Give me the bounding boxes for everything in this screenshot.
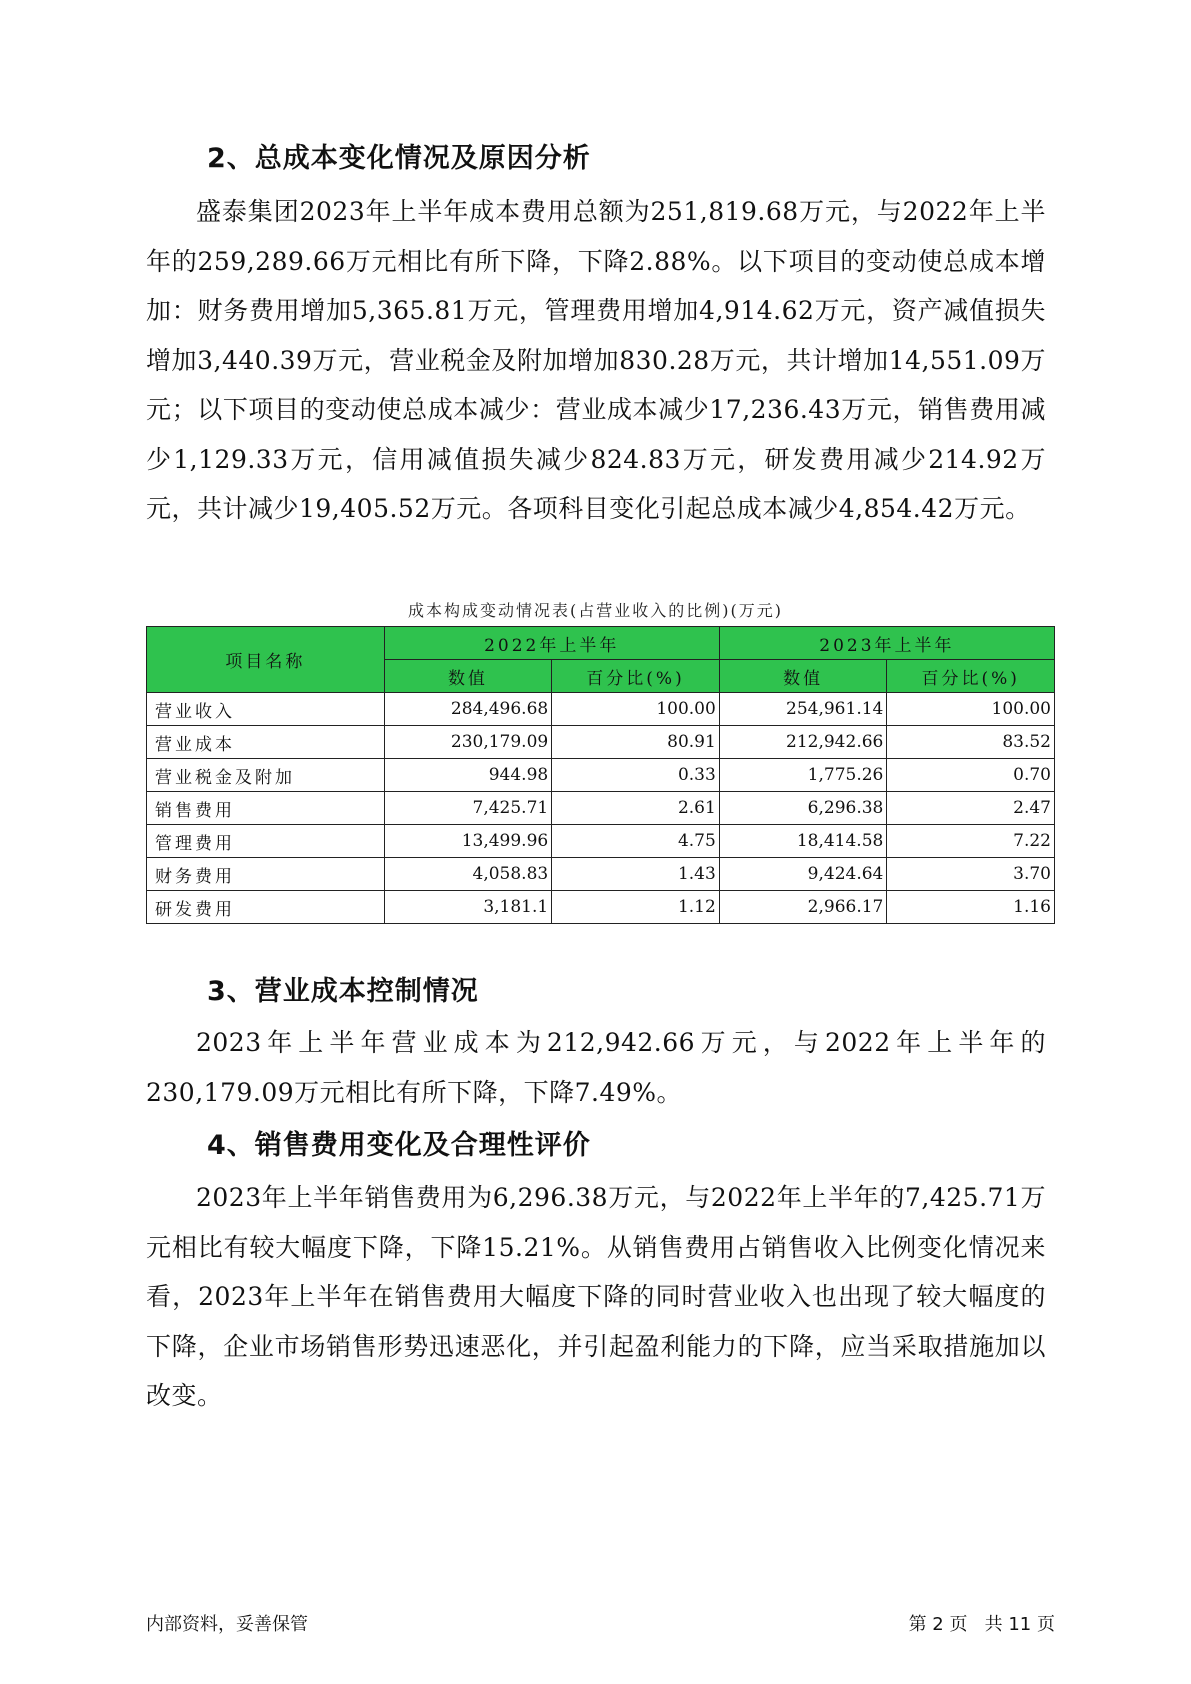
cell-percent-2022: 0.33 — [552, 759, 720, 792]
cell-percent-2022: 1.12 — [552, 891, 720, 924]
cell-percent-2023: 100.00 — [887, 693, 1055, 726]
cell-percent-2023: 7.22 — [887, 825, 1055, 858]
row-label: 管理费用 — [147, 825, 385, 858]
table-caption: 成本构成变动情况表(占营业收入的比例)(万元) — [408, 601, 783, 620]
header-percent-2022: 百分比(%) — [552, 660, 720, 693]
header-item-name: 项目名称 — [147, 627, 385, 693]
cell-value-2023: 254,961.14 — [719, 693, 887, 726]
cell-value-2022: 4,058.83 — [384, 858, 552, 891]
row-label: 营业成本 — [147, 726, 385, 759]
row-label: 研发费用 — [147, 891, 385, 924]
cell-percent-2022: 1.43 — [552, 858, 720, 891]
footer-page-number: 第 2 页 共 11 页 — [908, 1614, 1055, 1635]
section-heading-operating-cost: 3、营业成本控制情况 — [207, 976, 479, 1007]
table-row — [147, 759, 1055, 792]
cell-value-2023: 212,942.66 — [719, 726, 887, 759]
cell-percent-2023: 0.70 — [887, 759, 1055, 792]
cell-value-2023: 2,966.17 — [719, 891, 887, 924]
cell-value-2022: 3,181.1 — [384, 891, 552, 924]
cell-percent-2022: 4.75 — [552, 825, 720, 858]
cell-value-2022: 284,496.68 — [384, 693, 552, 726]
cell-value-2023: 18,414.58 — [719, 825, 887, 858]
cell-percent-2023: 2.47 — [887, 792, 1055, 825]
footer-confidential: 内部资料，妥善保管 — [146, 1614, 308, 1635]
header-percent-2023: 百分比(%) — [887, 660, 1055, 693]
section-heading-total-cost: 2、总成本变化情况及原因分析 — [207, 143, 591, 174]
cost-structure-table — [146, 626, 1055, 924]
cell-percent-2023: 83.52 — [887, 726, 1055, 759]
row-label: 营业税金及附加 — [147, 759, 385, 792]
table-row — [147, 858, 1055, 891]
cell-value-2022: 7,425.71 — [384, 792, 552, 825]
header-value-2023: 数值 — [719, 660, 887, 693]
header-period-2023: 2023年上半年 — [719, 627, 1054, 660]
paragraph-operating-cost: 2023年上半年营业成本为212,942.66万元，与2022年上半年的230,179.09万元相比有所下降，下降7.49%。 — [146, 1028, 1046, 1107]
paragraph-sales-expense: 2023年上半年销售费用为6,296.38万元，与2022年上半年的7,425.71万元相比有较大幅度下降，下降15.21%。从销售费用占销售收入比例变化情况来看，2023年上半年在销售费用大幅度下降的同时营业收入也出现了较大幅度的下降，企业市场销售形势迅速恶化，并引起盈利能力的下降，应当采取措施加以改变。 — [146, 1183, 1046, 1410]
cell-value-2023: 6,296.38 — [719, 792, 887, 825]
table-row — [147, 792, 1055, 825]
header-period-2022: 2022年上半年 — [384, 627, 719, 660]
cell-percent-2023: 1.16 — [887, 891, 1055, 924]
table-row — [147, 726, 1055, 759]
cell-value-2022: 13,499.96 — [384, 825, 552, 858]
cell-percent-2022: 2.61 — [552, 792, 720, 825]
cell-value-2022: 944.98 — [384, 759, 552, 792]
table-row — [147, 825, 1055, 858]
cell-percent-2022: 100.00 — [552, 693, 720, 726]
row-label: 财务费用 — [147, 858, 385, 891]
header-value-2022: 数值 — [384, 660, 552, 693]
row-label: 销售费用 — [147, 792, 385, 825]
row-label: 营业收入 — [147, 693, 385, 726]
cell-value-2023: 1,775.26 — [719, 759, 887, 792]
paragraph-total-cost: 盛泰集团2023年上半年成本费用总额为251,819.68万元，与2022年上半年的259,289.66万元相比有所下降，下降2.88%。以下项目的变动使总成本增加：财务费用增加5,365.81万元，管理费用增加4,914.62万元，资产减值损失增加3,440.39万元，营业税金及附加增加830.28万元，共计增加14,551.09万元；以下项目的变动使总成本减少：营业成本减少17,236.43万元，销售费用减少1,129.33万元，信用减值损失减少824.83万元，研发费用减少214.92万元，共计减少19,405.52万元。各项科目变化引起总成本减少4,854.42万元。 — [146, 197, 1046, 523]
cell-percent-2023: 3.70 — [887, 858, 1055, 891]
cell-value-2022: 230,179.09 — [384, 726, 552, 759]
cell-value-2023: 9,424.64 — [719, 858, 887, 891]
cell-percent-2022: 80.91 — [552, 726, 720, 759]
table-row — [147, 693, 1055, 726]
section-heading-sales-expense: 4、销售费用变化及合理性评价 — [207, 1130, 591, 1161]
table-row — [147, 891, 1055, 924]
